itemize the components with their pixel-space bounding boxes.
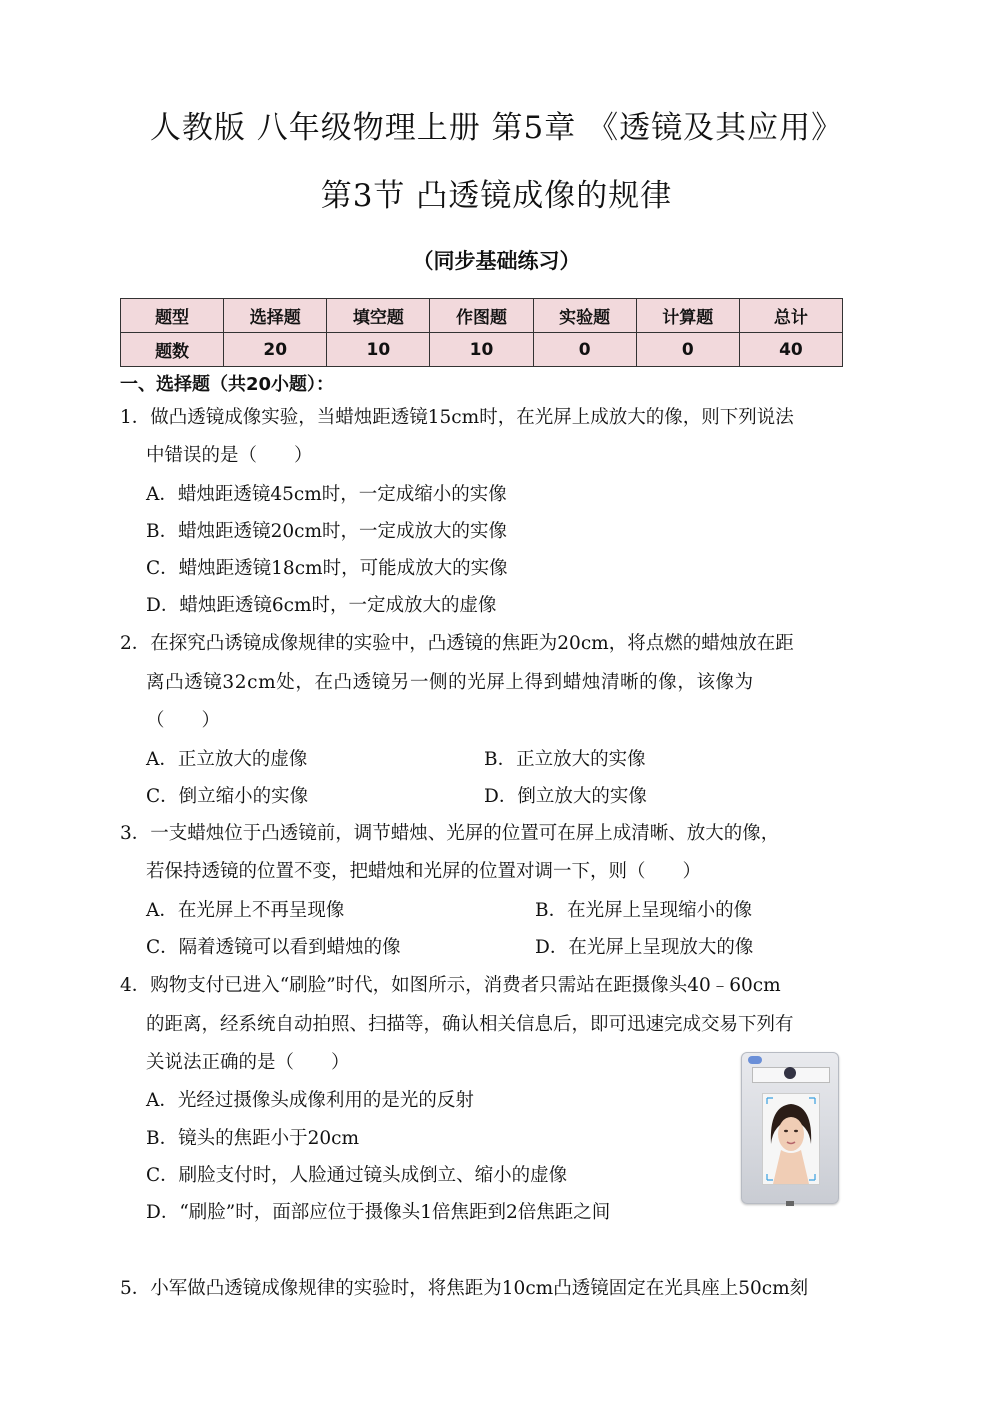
question-2-stem-cont: 离凸透镜32cm处，在凸透镜另一侧的光屏上得到蜡烛清晰的像，该像为 xyxy=(146,672,754,693)
subtitle: （同步基础练习） xyxy=(412,249,581,273)
brand-logo-icon xyxy=(748,1056,762,1064)
question-4-option-b: B．镜头的焦距小于20cm xyxy=(146,1128,360,1149)
question-3-stem: 3．一支蜡烛位于凸透镜前，调节蜡烛、光屏的位置可在屏上成清晰、放大的像， xyxy=(120,823,780,844)
question-2-option-a: A．正立放大的虚像 xyxy=(146,749,308,770)
question-3-option-b: B．在光屏上呈现缩小的像 xyxy=(535,900,753,921)
question-2-stem: 2．在探究凸诱镜成像规律的实验中，凸透镜的焦距为20cm，将点燃的蜡烛放在距 xyxy=(120,633,794,654)
table-cell: 题型 xyxy=(121,299,224,333)
section-title: 第3节 凸透镜成像的规律 xyxy=(320,178,673,214)
question-1-stem-cont: 中错误的是（ ） xyxy=(146,445,313,466)
table-cell: 20 xyxy=(224,333,327,367)
table-cell: 作图题 xyxy=(430,299,533,333)
table-row xyxy=(121,333,843,367)
question-4-stem-cont: 的距离，经系统自动拍照、扫描等，确认相关信息后，即可迅速完成交易下列有 xyxy=(146,1014,794,1035)
question-3-stem-cont: 若保持透镜的位置不变，把蜡烛和光屏的位置对调一下，则（ ） xyxy=(146,861,702,882)
table-cell: 计算题 xyxy=(636,299,739,333)
question-2-option-b: B．正立放大的实像 xyxy=(484,749,646,770)
camera-lens-icon xyxy=(784,1067,796,1079)
question-4-option-c: C．刷脸支付时，人脸通过镜头成倒立、缩小的虚像 xyxy=(146,1165,568,1186)
question-4-stem: 4．购物支付已进入“刷脸”时代，如图所示，消费者只需站在距摄像头40﹣60cm xyxy=(120,975,781,996)
question-4-option-a: A．光经过摄像头成像利用的是光的反射 xyxy=(146,1090,474,1111)
question-2-option-c: C．倒立缩小的实像 xyxy=(146,786,309,807)
question-4-option-d: D．“刷脸”时，面部应位于摄像头1倍焦距到2倍焦距之间 xyxy=(146,1202,611,1223)
question-1-option-d: D．蜡烛距透镜6cm时，一定成放大的虚像 xyxy=(146,595,497,616)
question-3-option-d: D．在光屏上呈现放大的像 xyxy=(535,937,754,958)
face-portrait-icon xyxy=(763,1094,819,1184)
question-1-option-b: B．蜡烛距透镜20cm时，一定成放大的实像 xyxy=(146,521,508,542)
table-cell: 10 xyxy=(430,333,533,367)
table-cell: 题数 xyxy=(121,333,224,367)
question-5-stem: 5．小军做凸透镜成像规律的实验时，将焦距为10cm凸透镜固定在光具座上50cm刻 xyxy=(120,1278,809,1299)
table-cell: 总计 xyxy=(739,299,842,333)
question-3-option-a: A．在光屏上不再呈现像 xyxy=(146,900,345,921)
table-cell: 10 xyxy=(327,333,430,367)
document-title: 人教版 八年级物理上册 第5章 《透镜及其应用》 xyxy=(149,110,844,146)
question-summary-table xyxy=(120,298,843,367)
question-4-stem-cont2: 关说法正确的是（ ） xyxy=(146,1052,350,1073)
table-cell: 40 xyxy=(739,333,842,367)
section-heading: 一、选择题（共20小题）： xyxy=(120,374,335,395)
question-1-option-c: C．蜡烛距透镜18cm时，可能成放大的实像 xyxy=(146,558,508,579)
table-cell: 0 xyxy=(533,333,636,367)
device-stand xyxy=(786,1201,794,1206)
question-2-stem-cont2: （ ） xyxy=(146,710,221,731)
device-screen xyxy=(762,1093,820,1185)
question-1-option-a: A．蜡烛距透镜45cm时，一定成缩小的实像 xyxy=(146,484,507,505)
table-row xyxy=(121,299,843,333)
question-3-option-c: C．隔着透镜可以看到蜡烛的像 xyxy=(146,937,401,958)
table-cell: 填空题 xyxy=(327,299,430,333)
table-cell: 实验题 xyxy=(533,299,636,333)
question-2-option-d: D．倒立放大的实像 xyxy=(484,786,647,807)
table-cell: 0 xyxy=(636,333,739,367)
face-payment-device-image xyxy=(741,1052,839,1204)
question-1-stem: 1．做凸透镜成像实验，当蜡烛距透镜15cm时，在光屏上成放大的像，则下列说法 xyxy=(120,407,794,428)
table-cell: 选择题 xyxy=(224,299,327,333)
